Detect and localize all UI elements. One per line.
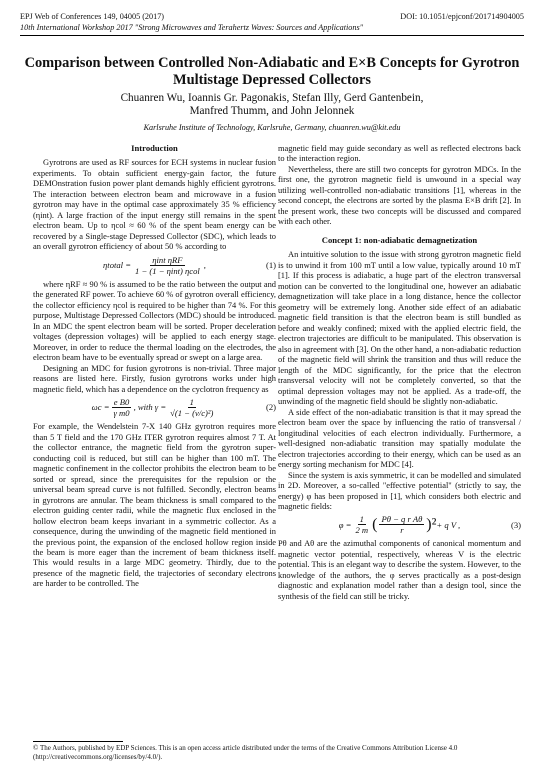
fraction <box>353 514 370 535</box>
license-footer: © The Authors, published by EDP Sciences. This is an open access article distributed under the terms of the Creative Commons Attribution License 4.0 (http://creativecommons.org/licenses/by/4.0/). <box>33 744 458 761</box>
numerator: 1 <box>359 514 364 525</box>
authors-line-2: Manfred Thumm, and John Jelonnek <box>189 105 355 118</box>
paragraph: Since the system is axis symmetric, it can be modelled and simulated in 2D. Moreover, a so-called "effective potential" (strictly to say, the energy) φ has been proposed in [1], which considers both electric and magnetic fields: <box>278 469 521 511</box>
paragraph: Gyrotrons are used as RF sources for ECH systems in nuclear fusion experiments. To obtain sufficient energy-gain factor, the future DEMOnstration fusion power plant demands highly efficient gyrotrons. The interaction between electron beam and microwave in a fusion gyrotron may have in the optimal case approximately 35 % efficiency (ηint). A large fraction of the input energy still remains in the spent electron beam. Up to ηcol ≈ 60 % of the spent beam energy can be recovered by a Single-stage Depressed Collector (SDC), which leads to an overall gyrotron efficiency of about 50 % according to <box>33 157 276 252</box>
paragraph: where ηRF ≈ 90 % is assumed to be the ratio between the output and the generated RF power. To achieve 60 % of gyrotron overall efficiency, the collector efficiency ηcol is required to be higher than 74 %. For this purpose, Multistage Depressed Collectors (MDC) should be introduced. In an MDC the spent electron beam will be sorted. Proper deceleration voltages (depression voltages) will be applied to each energy stage. Moreover, in order to reduce the thermal loading on the electrodes, the electron beam have to be eventually spread or swept on a large area. <box>33 278 276 363</box>
paragraph: Designing an MDC for fusion gyrotrons is non-trivial. Three major reasons are listed here. Firstly, fusion gyrotrons works under high magnetic field, which has a dependence on the cyclotron frequency as <box>33 362 276 394</box>
equation-1 <box>33 255 276 276</box>
fraction <box>379 514 424 535</box>
paragraph: Pθ and Aθ are the azimuthal components of canonical momentum and magnetic vector potential, respectively, whereas V is the electric potential. This is an elegant way to describe the system. However, to the knowledge of the authors, the φ serves practically as a post-design diagnostic and explanation model rather than a design tool, since the synthesis of the field can still be tricky. <box>278 538 521 601</box>
fraction <box>112 397 132 418</box>
paper-title: Comparison between Controlled Non-Adiabatic and E×B Concepts for Gyrotron Multistage Depressed Collectors <box>24 55 520 88</box>
equation-tail: + q V , <box>436 519 461 530</box>
equation-tail: , <box>203 260 206 271</box>
denominator: √(1 − (v/c)²) <box>170 408 214 419</box>
right-paren: )² <box>426 515 437 533</box>
section-heading-introduction: Introduction <box>131 143 178 153</box>
right-column <box>278 143 521 601</box>
numerator: 1 <box>189 397 194 408</box>
equation-number: (3) <box>510 519 521 530</box>
equation-connector: , with γ = <box>133 402 167 413</box>
section-heading-concept-1: Concept 1: non-adiabatic demagnetization <box>321 234 478 245</box>
denominator: 1 − (1 − ηint) ηcol <box>135 265 200 276</box>
equation-lhs: ηtotal = <box>103 260 132 271</box>
numerator: Pθ − q r Aθ <box>381 514 423 525</box>
journal-citation: EPJ Web of Conferences 149, 04005 (2017) <box>20 12 165 21</box>
equation-lhs: φ = <box>338 519 352 530</box>
paragraph: A side effect of the non-adiabatic transition is that it may spread the electron beam over the space by influencing the ratio of transversal / longitudinal velocities of each electron individually. Furthermore, a well-designed non-adiabatic transition may spatially modulate the electron trajectories according to their energy, which can be used as an energy sorting mechanism for MDC [4]. <box>278 406 521 470</box>
footer-divider <box>33 741 123 742</box>
denominator: γ m0 <box>113 408 130 419</box>
header-divider <box>20 35 524 36</box>
conference-name: 10th International Workshop 2017 "Strong Microwaves and Terahertz Waves: Sources and Applications" <box>20 23 364 32</box>
numerator: ηint ηRF <box>152 254 183 265</box>
running-header <box>20 12 524 21</box>
equation-lhs: ωc = <box>91 402 110 413</box>
fraction <box>133 255 202 276</box>
paragraph: An intuitive solution to the issue with strong gyrotron magnetic field is to unwind it from 100 mT until a low value, typically around 10 mT [1]. If this process is adiabatic, a huge part of the electron transversal motion can be converted to the longitudinal one, however an adiabatic demagnetization will take place in a long distance, hence the collector geometry will be extremely long. Another side effect of an adiabatic magnetic field transition is that the electron beam is still bundled as before and weakly confined; mixed with the applied electric field, the electron trajectories are difficult to be manipulated. This observation is also in agreement with [3]. On the other hand, a non-adiabatic reduction of the magnetic field will shrink the transition and thus will reduce the length of the MDC significantly, for the price that the electron transversal velocity will not be completely converted, so that the optimal depression voltages may not be applied. As a trade-off, the unwinding of the magnetic field should be slightly non-adiabatic. <box>278 249 521 407</box>
paragraph: Nevertheless, there are still two concepts for gyrotron MDCs. In the first one, the gyrotron magnetic field is unwound in a special way utilizing well-controlled non-adiabatic transitions [1], whereas in the second concept, the electrons are sorted by the plasma E×B drift [2]. In the present work, these two concepts will be discussed and compared with each other. <box>278 163 521 227</box>
left-paren: ( <box>372 515 378 533</box>
equation-3 <box>278 514 521 535</box>
authors-line-1: Chuanren Wu, Ioannis Gr. Pagonakis, Stefan Illy, Gerd Gantenbein, <box>120 92 424 104</box>
left-column <box>33 143 276 589</box>
equation-number: (2) <box>265 402 276 413</box>
equation-number: (1) <box>265 260 276 271</box>
doi[interactable]: DOI: 10.1051/epjconf/201714904005 <box>400 12 524 21</box>
paragraph: magnetic field may guide secondary as well as reflected electrons back to the interaction region. <box>278 143 521 164</box>
equation-2 <box>33 397 276 418</box>
fraction <box>168 397 215 418</box>
denominator: 2 m <box>355 525 369 536</box>
author-list <box>20 92 524 119</box>
paragraph: For example, the Wendelstein 7-X 140 GHz gyrotron requires more than 5 T field and the 170 GHz ITER gyrotron requires almost 7 T. At the collector entrance, the magnetic field from the gyrotron super-conducting coil is reduced, but still can be higher than 100 mT. The magnetic confinement in the collector prohibits the electron beam to be sorted or spread, since the prerequisites for the repulsion or the universal beam spread curve is not fulfilled. Secondly, electron beams in gyrotrons are annular. The beam thickness is small compared to the electron guiding center radii, while the magnetic flux enclosed in the hollow electron beam keeps invariant in a symmetric collector. As a consequence, during the unwinding of the magnetic field mentioned in the previous point, the expansion of the enclosed hollow region inside the beam is more eager than the increment of beam thickness itself. This would results in a large MDC geometry. Thirdly, due to the presence of the magnetic field, the trajectories of secondary electrons are harder to be controlled. The <box>33 421 276 589</box>
affiliation: Karlsruhe Institute of Technology, Karlsruhe, Germany, chuanren.wu@kit.edu <box>143 123 401 132</box>
numerator: e B0 <box>113 397 130 408</box>
denominator: r <box>400 525 404 536</box>
